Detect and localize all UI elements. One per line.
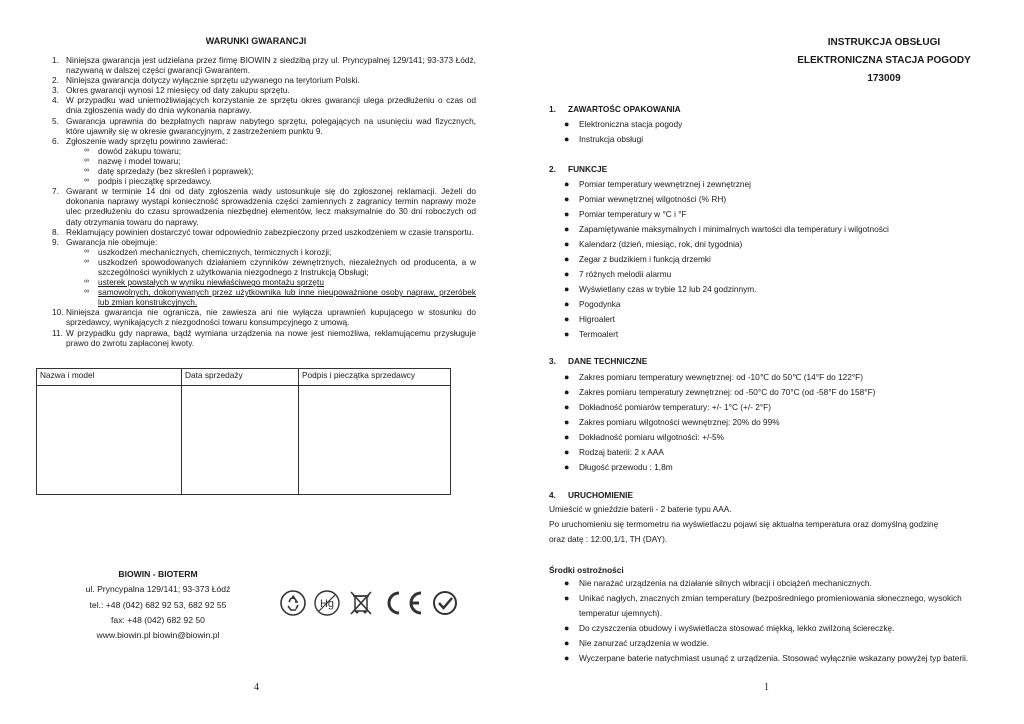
list-item: ● Pomiar wewnętrznej wilgotności (% RH) [564, 194, 727, 204]
bullet-icon: ● [564, 254, 570, 264]
company-info [0, 567, 316, 643]
infinity-bullet-icon: ∞ [84, 167, 89, 175]
list-item: ● Zakres pomiaru wilgotności wewnętrznej: 20% do 99% [564, 417, 780, 427]
safety-heading: Środki ostrożności [549, 565, 624, 575]
table-header-model: Nazwa i model [37, 369, 182, 386]
list-item: ● Elektroniczna stacja pogody [564, 119, 683, 129]
list-item: ● Zapamiętywanie maksymalnych i minimalnych wartości dla temperatury i wilgotności [564, 224, 889, 234]
list-item: ● Kalendarz (dzień, miesiąc, rok, dni tygodnia) [564, 239, 743, 249]
approval-check-icon [432, 590, 458, 616]
term-item: 3. Okres gwarancji wynosi 12 miesięcy od daty zakupu sprzętu. [52, 85, 290, 96]
bullet-icon: ● [564, 417, 570, 427]
term-item: 8. Reklamujący powinien dostarczyć towar odpowiednio zabezpieczony przed uszkodzeniem w czasie transportu. [52, 226, 474, 237]
bullet-icon: ● [564, 269, 570, 279]
warranty-table [36, 368, 451, 495]
table-cell-model[interactable] [37, 386, 182, 495]
term-subitem: ∞ nazwę i model towaru; [84, 155, 181, 166]
term-subitem: ∞ samowolnych, dokonywanych przez użytkownika lub inne nieupoważnione osoby napraw, przeróbek lub zmian konstrukcyjnych. [84, 287, 476, 308]
right-page [512, 0, 1024, 724]
bullet-icon: ● [564, 179, 570, 189]
functions-list [564, 179, 1004, 344]
paragraph: Umieścić w gnieździe baterii - 2 baterie typu AAA. [549, 504, 732, 514]
section-heading: 1. ZAWARTOŚC OPAKOWANIA [549, 104, 681, 114]
bullet-icon: ● [564, 623, 570, 633]
bullet-icon: ● [564, 284, 570, 294]
list-item: ● Pogodynka [564, 299, 621, 309]
list-item: ● Wyświetlany czas w trybie 12 lub 24 godzinnym. [564, 284, 757, 294]
product-code: 173009 [867, 73, 901, 84]
table-header-sale-date: Data sprzedaży [182, 369, 299, 386]
infinity-bullet-icon: ∞ [84, 177, 89, 185]
bullet-icon: ● [564, 209, 570, 219]
manual-title: INSTRUKCJA OBSŁUGI [827, 37, 941, 48]
weee-bin-icon [348, 589, 374, 617]
term-subitem: ∞ datę sprzedaży (bez skreśleń i poprawek); [84, 166, 254, 177]
table-cell-seller-stamp[interactable] [299, 386, 451, 495]
bullet-icon: ● [564, 239, 570, 249]
list-item: ● Pomiar temperatury w °C i °F [564, 209, 687, 219]
safety-list [564, 576, 1004, 666]
term-item: 4. W przypadku wad uniemożliwiających korzystanie ze sprzętu okres gwarancji ulega przedłużeniu o czas od dnia zgłoszenia wady do dnia wykonania naprawy. [52, 95, 476, 116]
infinity-bullet-icon: ∞ [84, 257, 89, 265]
infinity-bullet-icon: ∞ [84, 146, 89, 154]
bullet-icon: ● [564, 387, 570, 397]
list-item: ● Do czyszczenia obudowy i wyświetlacza stosować miękką, lekko zwilżoną ściereczkę. [564, 621, 1004, 636]
term-item: 6. Zgłoszenie wady sprzętu powinno zawierać: [52, 135, 228, 146]
list-item: ● Instrukcja obsługi [564, 134, 644, 144]
term-subitem: ∞ uszkodzeń spowodowanych działaniem czynników zewnętrznych, niezależnych od producenta, a w szczególności wynikłych z użytkowania niezgodnego z Instrukcją Obsługi; [84, 256, 476, 277]
infinity-bullet-icon: ∞ [84, 156, 89, 164]
bullet-icon: ● [564, 593, 570, 603]
term-item: 9. Gwarancja nie obejmuje: [52, 236, 158, 247]
term-item: 11. W przypadku gdy naprawa, bądź wymiana urządzenia na nowe jest niemożliwa, reklamującemu przysługuje prawo do zwrotu zapłaconej kwoty. [52, 327, 476, 348]
company-web: www.biowin.pl biowin@biowin.pl [96, 630, 220, 641]
warranty-title: WARUNKI GWARANCJI [205, 36, 307, 46]
bullet-icon: ● [564, 447, 570, 457]
term-item: 1. Niniejsza gwarancja jest udzielana przez firmę BIOWIN z siedzibą przy ul. Pryncypalnej 129/141; 93-373 Łódź, nazywaną w dalszej części gwarancji Gwarantem. [52, 55, 476, 76]
list-item: ● Pomiar temperatury wewnętrznej i zewnętrznej [564, 179, 751, 189]
infinity-bullet-icon: ∞ [84, 247, 89, 255]
section-heading: 2. FUNKCJE [549, 164, 608, 174]
list-item: ● 7 różnych melodii alarmu [564, 269, 672, 279]
certification-logos [280, 588, 458, 618]
term-item: 5. Gwarancja uprawnia do bezpłatnych napraw nabytego sprzętu, polegających na usunięciu wad fizycznych, które ujawniły się w okresie gwarancyjnym, z zastrzeżeniem punktu 9. [52, 115, 476, 136]
bullet-icon: ● [564, 653, 570, 663]
startup-text [549, 502, 999, 547]
paragraph: Po uruchomieniu się termometru na wyświetlaczu pojawi się aktualna temperatura oraz domyślną godzinę [549, 519, 939, 529]
list-item: ● Dokładność pomiaru wilgotności: +/-5% [564, 432, 725, 442]
list-item: ● Wyczerpane baterie natychmiast usunąć z urządzenia. Stosować wyłącznie wskazany powyżej typ baterii. [564, 651, 1004, 666]
list-item: ● Długość przewodu : 1,8m [564, 462, 673, 472]
term-item: 2. Niniejsza gwarancja dotyczy wyłącznie sprzętu używanego na terytorium Polski. [52, 75, 360, 86]
warranty-terms [38, 55, 476, 348]
bullet-icon: ● [564, 119, 570, 129]
bullet-icon: ● [564, 638, 570, 648]
bullet-icon: ● [564, 314, 570, 324]
bullet-icon: ● [564, 432, 570, 442]
list-item: ● Zegar z budzikiem i funkcją drzemki [564, 254, 711, 264]
term-subitem: ∞ podpis i pieczątkę sprzedawcy. [84, 176, 212, 187]
svg-text:Hg: Hg [319, 598, 335, 610]
list-item: ● Rodzaj baterii: 2 x AAA [564, 447, 664, 457]
page-number: 4 [254, 682, 259, 693]
bullet-icon: ● [564, 194, 570, 204]
hg-free-icon [313, 589, 341, 617]
tech-specs-list [564, 372, 1004, 477]
company-name: BIOWIN - BIOTERM [118, 569, 198, 579]
list-item: ● Nie zanurzać urządzenia w wodzie. [564, 636, 1004, 651]
infinity-bullet-icon: ∞ [84, 288, 89, 296]
paragraph: oraz datę : 12:00,1/1, TH (DAY). [549, 534, 668, 544]
table-header-seller-stamp: Podpis i pieczątka sprzedawcy [299, 369, 451, 386]
bullet-icon: ● [564, 372, 570, 382]
list-item: ● Nie narażać urządzenia na działanie silnych wibracji i obciążeń mechanicznych. [564, 576, 1004, 591]
term-subitem: ∞ uszkodzeń mechanicznych, chemicznych, termicznych i korozji; [84, 246, 332, 257]
list-item: ● Dokładność pomiarów temperatury: +/- 1°C (+/- 2°F) [564, 402, 771, 412]
company-fax: fax: +48 (042) 682 92 50 [111, 614, 205, 625]
company-phone: tel.: +48 (042) 682 92 53, 682 92 55 [89, 599, 227, 610]
bullet-icon: ● [564, 462, 570, 472]
bullet-icon: ● [564, 578, 570, 588]
bullet-icon: ● [564, 134, 570, 144]
table-cell-sale-date[interactable] [182, 386, 299, 495]
contents-list [564, 119, 1004, 149]
recycling-icon [280, 590, 306, 616]
term-subitem: ∞ dowód zakupu towaru; [84, 145, 182, 156]
page-number: 1 [764, 682, 769, 693]
term-subitem: ∞ usterek powstałych w wyniku niewłaściwego montażu sprzętu [84, 277, 324, 288]
list-item: ● Zakres pomiaru temperatury wewnętrznej: od -10℃ do 50℃ (14°F do 122°F) [564, 372, 863, 382]
infinity-bullet-icon: ∞ [84, 278, 89, 286]
list-item: ● Termoalert [564, 329, 619, 339]
list-item: ● Unikać nagłych, znacznych zmian temperatury (bezpośredniego promieniowania słonecznego, wysokich temperatur ujemnych). [564, 591, 1004, 621]
bullet-icon: ● [564, 329, 570, 339]
company-address: ul. Pryncypalna 129/141; 93-373 Łódź [85, 584, 231, 595]
product-title: ELEKTRONICZNA STACJA POGODY [797, 55, 971, 66]
bullet-icon: ● [564, 224, 570, 234]
bullet-icon: ● [564, 299, 570, 309]
section-heading: 3. DANE TECHNICZNE [549, 356, 648, 366]
term-item: 7. Gwarant w terminie 14 dni od daty zgłoszenia wady ustosunkuje się do zgłoszonej reklamacji. Jeżeli do dokonania naprawy wystąpi konieczność sprowadzenia części zamiennych z zagranicy termin naprawy może ulec przedłużeniu do czasu sprowadzenia niezbędnej elementów, lecz maksymalnie do 30 dni roboczych od daty otrzymania towaru do naprawy. [52, 186, 476, 227]
list-item: ● Zakres pomiaru temperatury zewnętrznej: od -50°C do 70°C (od -58°F do 158°F) [564, 387, 876, 397]
term-item: 10. Niniejsza gwarancja nie ogranicza, nie zawiesza ani nie wyłącza uprawnień kupującego w stosunku do sprzedawcy, wynikających z niezgodności towaru konsumpcyjnego z umową. [52, 307, 476, 328]
ce-mark-icon [381, 589, 425, 617]
bullet-icon: ● [564, 402, 570, 412]
section-heading: 4. URUCHOMIENIE [549, 490, 633, 500]
list-item: ● Higroalert [564, 314, 615, 324]
